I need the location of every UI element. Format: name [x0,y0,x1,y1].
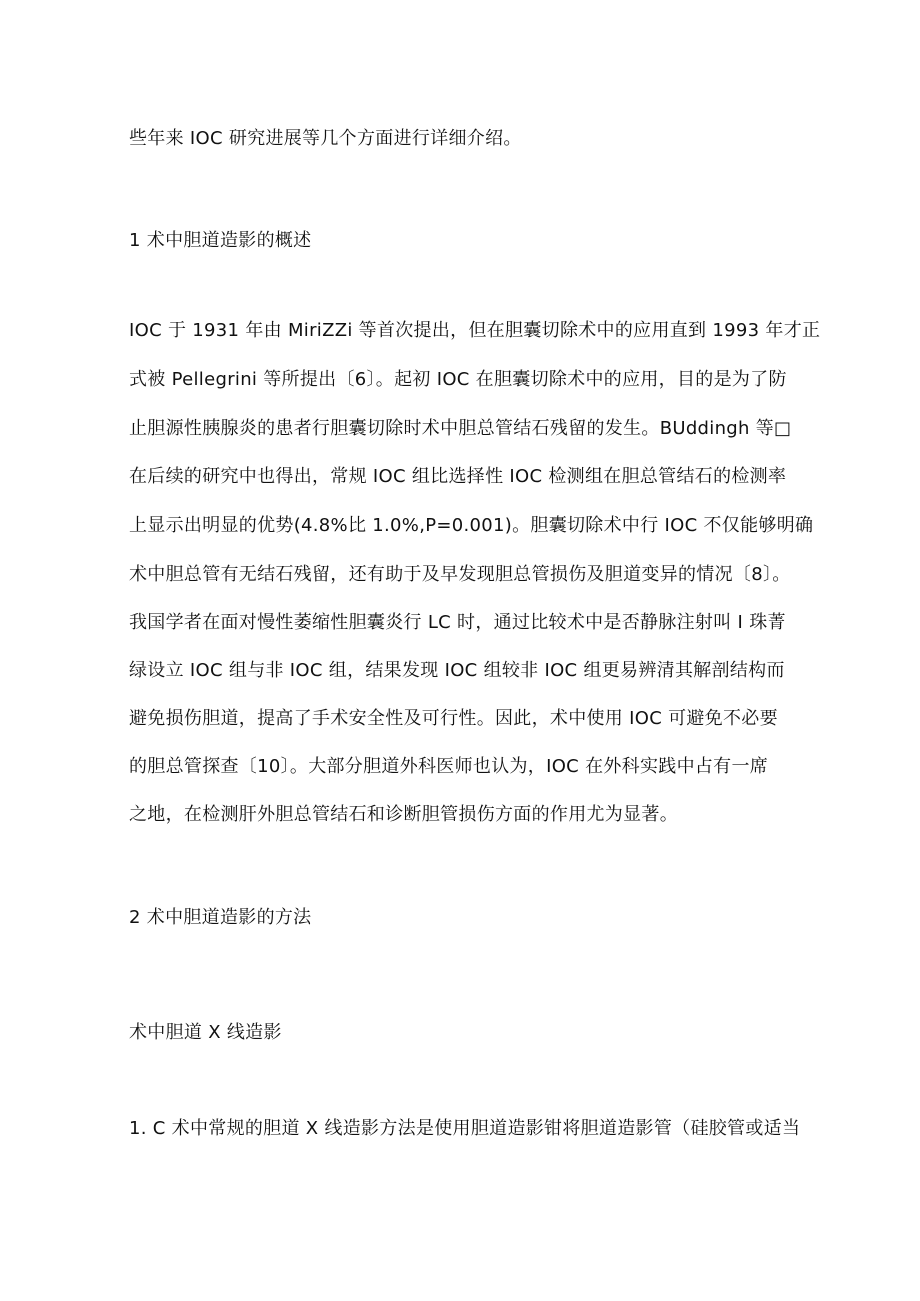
paragraph-line: 的胆总管探查〔10〕。大部分胆道外科医师也认为，IOC 在外科实践中占有一席 [129,756,769,777]
paragraph-line: 在后续的研究中也得出，常规 IOC 组比选择性 IOC 检测组在胆总管结石的检测率 [129,466,787,487]
paragraph-line: 我国学者在面对慢性萎缩性胆囊炎行 LC 时，通过比较术中是否静脉注射叫 I 珠菁 [129,612,786,633]
paragraph-line: 绿设立 IOC 组与非 IOC 组，结果发现 IOC 组较非 IOC 组更易辨清其解剖结构而 [129,660,785,681]
section-2-subheading: 术中胆道 X 线造影 [129,1022,282,1043]
paragraph-line: 避免损伤胆道，提高了手术安全性及可行性。因此，术中使用 IOC 可避免不必要 [129,708,778,729]
paragraph-line: IOC 于 1931 年由 MiriZZi 等首次提出，但在胆囊切除术中的应用直到 1993 年才正 [129,320,821,341]
paragraph-line: 止胆源性胰腺炎的患者行胆囊切除时术中胆总管结石残留的发生。BUddingh 等□ [129,418,792,439]
section-1-heading: 1 术中胆道造影的概述 [129,230,312,251]
section-2-heading: 2 术中胆道造影的方法 [129,907,312,928]
intro-line: 些年来 IOC 研究进展等几个方面进行详细介绍。 [129,128,522,149]
paragraph-line: 式被 Pellegrini 等所提出〔6〕。起初 IOC 在胆囊切除术中的应用，目的是为了防 [129,369,787,390]
paragraph-line: 术中胆总管有无结石残留，还有助于及早发现胆总管损伤及胆道变异的情况〔8〕。 [129,564,791,585]
paragraph-line: 上显示出明显的优势(4.8%比 1.0%,P=0.001)。胆囊切除术中行 IOC 不仅能够明确 [129,515,814,536]
paragraph-line: 之地，在检测肝外胆总管结石和诊断胆管损伤方面的作用尤为显著。 [129,804,678,825]
section-2-paragraph-line: 1. C 术中常规的胆道 X 线造影方法是使用胆道造影钳将胆道造影管（硅胶管或适当 [129,1118,801,1139]
